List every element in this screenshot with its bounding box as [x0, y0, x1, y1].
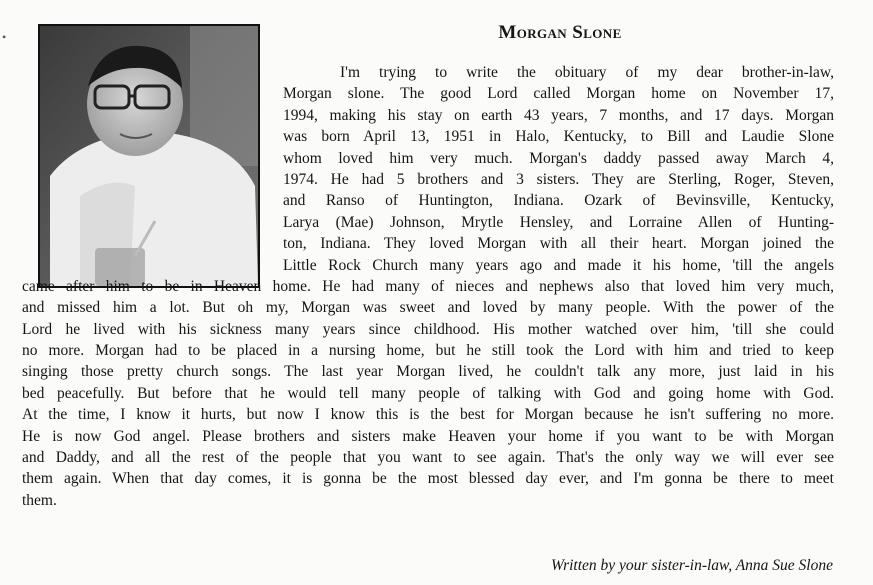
- text-line: them again. When that day comes, it is gonna be the most blessed day ever, and I'm gonna be there to meet: [22, 470, 834, 488]
- text-line: came after him to be in Heaven home. He had many of nieces and nephews also that loved him very much,: [22, 277, 834, 295]
- scan-mark: •: [2, 30, 7, 44]
- text-line: 1994, making his stay on earth 43 years, 7 months, and 17 days. Morgan: [283, 106, 834, 124]
- text-line: I'm trying to write the obituary of my dear brother-in-law,: [340, 64, 834, 81]
- text-line: ton, Indiana. They loved Morgan with all their heart. Morgan joined the: [283, 235, 834, 253]
- text-line: Lord he lived with his sickness many years since childhood. His mother watched over him, 'till she could: [22, 320, 834, 338]
- obituary-text: [22, 62, 834, 511]
- signature-line: Written by your sister-in-law, Anna Sue Slone: [551, 557, 833, 574]
- text-line: Little Rock Church many years ago and made it his home, 'till the angels: [283, 256, 834, 274]
- text-line: was born April 13, 1951 in Halo, Kentucky, to Bill and Laudie Slone: [283, 128, 834, 146]
- text-line: At the time, I know it hurts, but now I know this is the best for Morgan because he isn't suffering no more.: [22, 406, 834, 424]
- text-line: singing those pretty church songs. The last year Morgan lived, he couldn't talk any more, just laid in his: [22, 363, 834, 381]
- text-line: and Daddy, and all the rest of the people that you want to see again. That's the only way we will ever see: [22, 449, 834, 467]
- text-line: bed peacefully. But before that he would tell many people of talking with God and going home with God.: [22, 384, 834, 402]
- text-line: Larya (Mae) Johnson, Mrytle Hensley, and Lorraine Allen of Hunting-: [283, 213, 834, 231]
- text-line: and missed him a lot. But oh my, Morgan was sweet and loved by many people. With the power of the: [22, 299, 834, 317]
- text-line: no more. Morgan had to be placed in a nursing home, but he still took the Lord with him and tried to keep: [22, 342, 834, 360]
- text-line: 1974. He had 5 brothers and 3 sisters. They are Sterling, Roger, Steven,: [283, 170, 834, 188]
- obituary-title: Morgan Slone: [498, 22, 622, 43]
- text-line: He is now God angel. Please brothers and sisters make Heaven your home if you want to be with Morgan: [22, 427, 834, 445]
- text-line: them.: [22, 491, 57, 509]
- text-line: whom loved him very much. Morgan's daddy passed away March 4,: [283, 149, 834, 167]
- text-line: and Ranso of Huntington, Indiana. Ozark of Bevinsville, Kentucky,: [283, 192, 834, 210]
- text-line: Morgan slone. The good Lord called Morgan home on November 17,: [283, 85, 834, 103]
